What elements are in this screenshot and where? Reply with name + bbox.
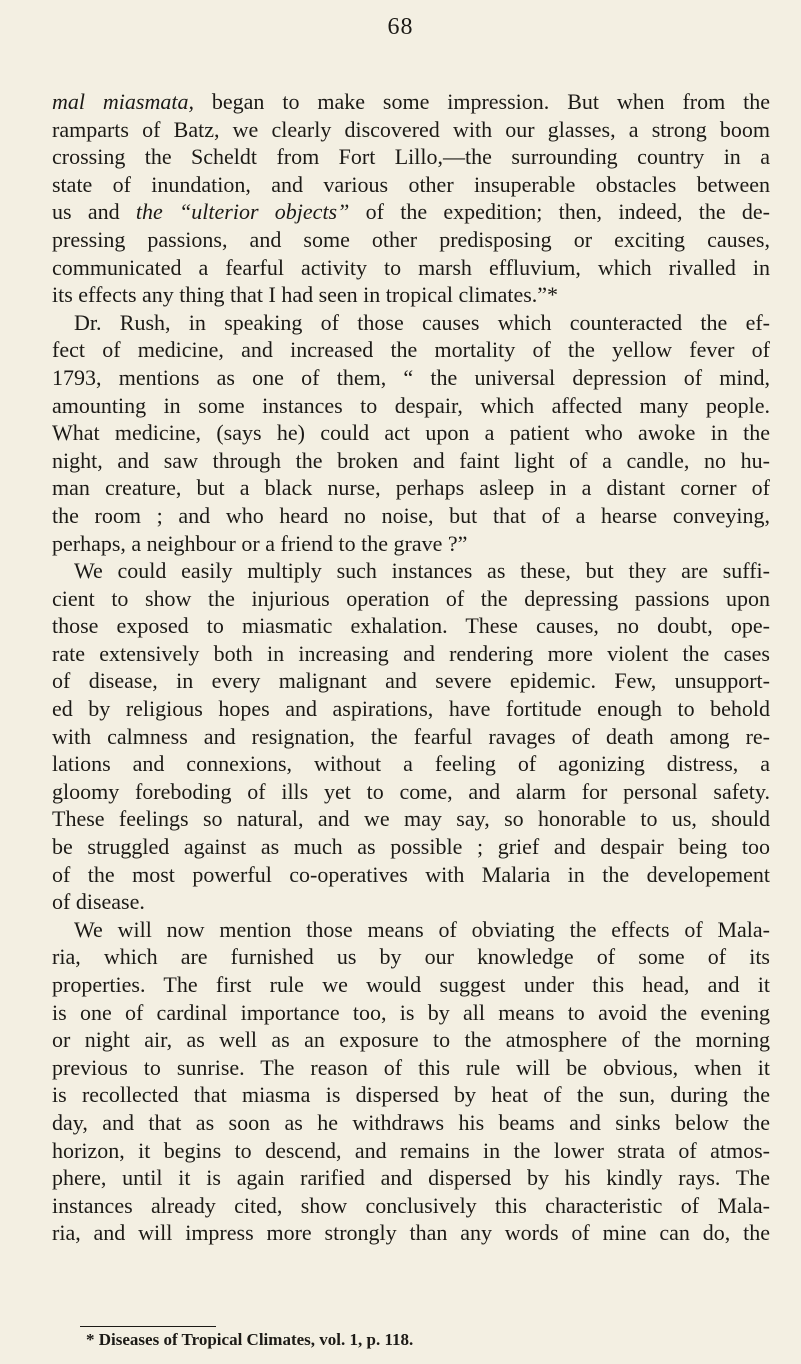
text-run: those exposed to miasmatic exhalation. These causes, no doubt, ope- — [52, 613, 770, 639]
text-line — [52, 1164, 770, 1192]
text-run: lations and connexions, without a feeling of agonizing distress, a — [52, 751, 770, 777]
italic-run: the “ulterior objects” — [135, 199, 350, 225]
text-run: horizon, it begins to descend, and remains in the lower strata of atmos- — [52, 1137, 770, 1163]
text-line — [52, 309, 770, 337]
text-line — [52, 143, 770, 171]
text-run: cient to show the injurious operation of the depressing passions upon — [52, 585, 770, 611]
text-line — [52, 861, 770, 889]
text-line — [52, 1137, 770, 1165]
text-run: amounting in some instances to despair, which affected many people. — [52, 392, 770, 418]
text-line — [52, 88, 770, 116]
text-run: its effects any thing that I had seen in tropical climates.”* — [52, 282, 559, 308]
text-run: of the most powerful co-operatives with Malaria in the developement — [52, 861, 770, 887]
text-line — [52, 1054, 770, 1082]
text-run: ria, which are furnished us by our knowledge of some of its — [52, 944, 770, 970]
text-run: pressing passions, and some other predisposing or exciting causes, — [52, 226, 770, 252]
text-run: perhaps, a neighbour or a friend to the grave ?” — [52, 530, 468, 556]
text-run: is one of cardinal importance too, is by all means to avoid the evening — [52, 999, 770, 1025]
text-line — [52, 254, 770, 282]
text-run: rate extensively both in increasing and rendering more violent the cases — [52, 640, 770, 666]
text-run: Dr. Rush, in speaking of those causes which counteracted the ef- — [74, 309, 770, 335]
text-run: communicated a fearful activity to marsh effluvium, which rivalled in — [52, 254, 770, 280]
text-line — [52, 1219, 770, 1247]
text-run: state of inundation, and various other insuperable obstacles between — [52, 171, 770, 197]
text-line — [52, 723, 770, 751]
text-line — [52, 695, 770, 723]
text-line — [52, 226, 770, 254]
text-line — [52, 447, 770, 475]
text-line — [52, 916, 770, 944]
text-run: We could easily multiply such instances as these, but they are suffi- — [74, 558, 770, 584]
footnote-rule — [80, 1326, 216, 1327]
text-run: crossing the Scheldt from Fort Lillo,—the surrounding country in a — [52, 144, 770, 170]
text-line — [52, 750, 770, 778]
text-line — [52, 778, 770, 806]
text-line — [52, 171, 770, 199]
text-run: or night air, as well as an exposure to the atmosphere of the morning — [52, 1027, 770, 1053]
text-line — [52, 640, 770, 668]
text-line — [52, 667, 770, 695]
text-line — [52, 888, 770, 916]
text-run: with calmness and resignation, the fearful ravages of death among re- — [52, 723, 770, 749]
footnote: * Diseases of Tropical Climates, vol. 1, p. 118. — [86, 1330, 414, 1349]
text-line — [52, 530, 770, 558]
text-line — [52, 364, 770, 392]
body-text — [52, 88, 770, 1247]
text-line — [52, 971, 770, 999]
text-run: ria, and will impress more strongly than any words of mine can do, the — [52, 1220, 770, 1246]
page-number: 68 — [387, 14, 414, 40]
text-line — [52, 116, 770, 144]
text-run: fect of medicine, and increased the mortality of the yellow fever of — [52, 337, 770, 363]
text-line — [52, 336, 770, 364]
text-line — [52, 612, 770, 640]
text-line — [52, 1081, 770, 1109]
text-line — [52, 474, 770, 502]
text-line — [52, 999, 770, 1027]
text-line — [52, 1026, 770, 1054]
text-line — [52, 392, 770, 420]
text-run: man creature, but a black nurse, perhaps asleep in a distant corner of — [52, 475, 770, 501]
text-run: phere, until it is again rarified and dispersed by his kindly rays. The — [52, 1165, 770, 1191]
text-line — [52, 805, 770, 833]
text-run: be struggled against as much as possible ; grief and despair being too — [52, 834, 770, 860]
text-line — [52, 198, 770, 226]
text-line — [52, 585, 770, 613]
text-line — [52, 281, 770, 309]
text-run: us and — [52, 199, 136, 225]
text-line — [52, 419, 770, 447]
text-line — [52, 1109, 770, 1137]
text-run: gloomy foreboding of ills yet to come, and alarm for personal safety. — [52, 778, 770, 804]
text-run: ramparts of Batz, we clearly discovered with our glasses, a strong boom — [52, 116, 770, 142]
text-run: What medicine, (says he) could act upon a patient who awoke in the — [52, 420, 770, 446]
italic-run: mal miasmata, — [52, 89, 194, 114]
text-run: ed by religious hopes and aspirations, have fortitude enough to behold — [52, 696, 770, 722]
text-run: 1793, mentions as one of them, “ the universal depression of mind, — [52, 364, 770, 390]
text-line — [52, 833, 770, 861]
text-line — [52, 1192, 770, 1220]
text-line — [52, 943, 770, 971]
text-line — [52, 502, 770, 530]
text-run: properties. The first rule we would suggest under this head, and it — [52, 972, 770, 997]
text-run: of disease. — [52, 889, 145, 915]
text-run: of disease, in every malignant and severe epidemic. Few, unsupport- — [52, 668, 770, 694]
text-run: of the expedition; then, indeed, the de- — [349, 199, 771, 225]
text-run: night, and saw through the broken and faint light of a candle, no hu- — [52, 447, 770, 473]
text-run: is recollected that miasma is dispersed by heat of the sun, during the — [52, 1082, 770, 1108]
text-run: These feelings so natural, and we may say, so honorable to us, should — [52, 806, 770, 832]
text-run: day, and that as soon as he withdraws his beams and sinks below the — [52, 1109, 770, 1135]
text-run: began to make some impression. But when from the — [193, 89, 771, 114]
text-run: instances already cited, show conclusively this characteristic of Mala- — [52, 1192, 770, 1218]
text-line — [52, 557, 770, 585]
text-run: the room ; and who heard no noise, but that of a hearse conveying, — [52, 502, 770, 528]
text-run: We will now mention those means of obviating the effects of Mala- — [74, 916, 770, 942]
text-run: previous to sunrise. The reason of this rule will be obvious, when it — [52, 1054, 770, 1080]
